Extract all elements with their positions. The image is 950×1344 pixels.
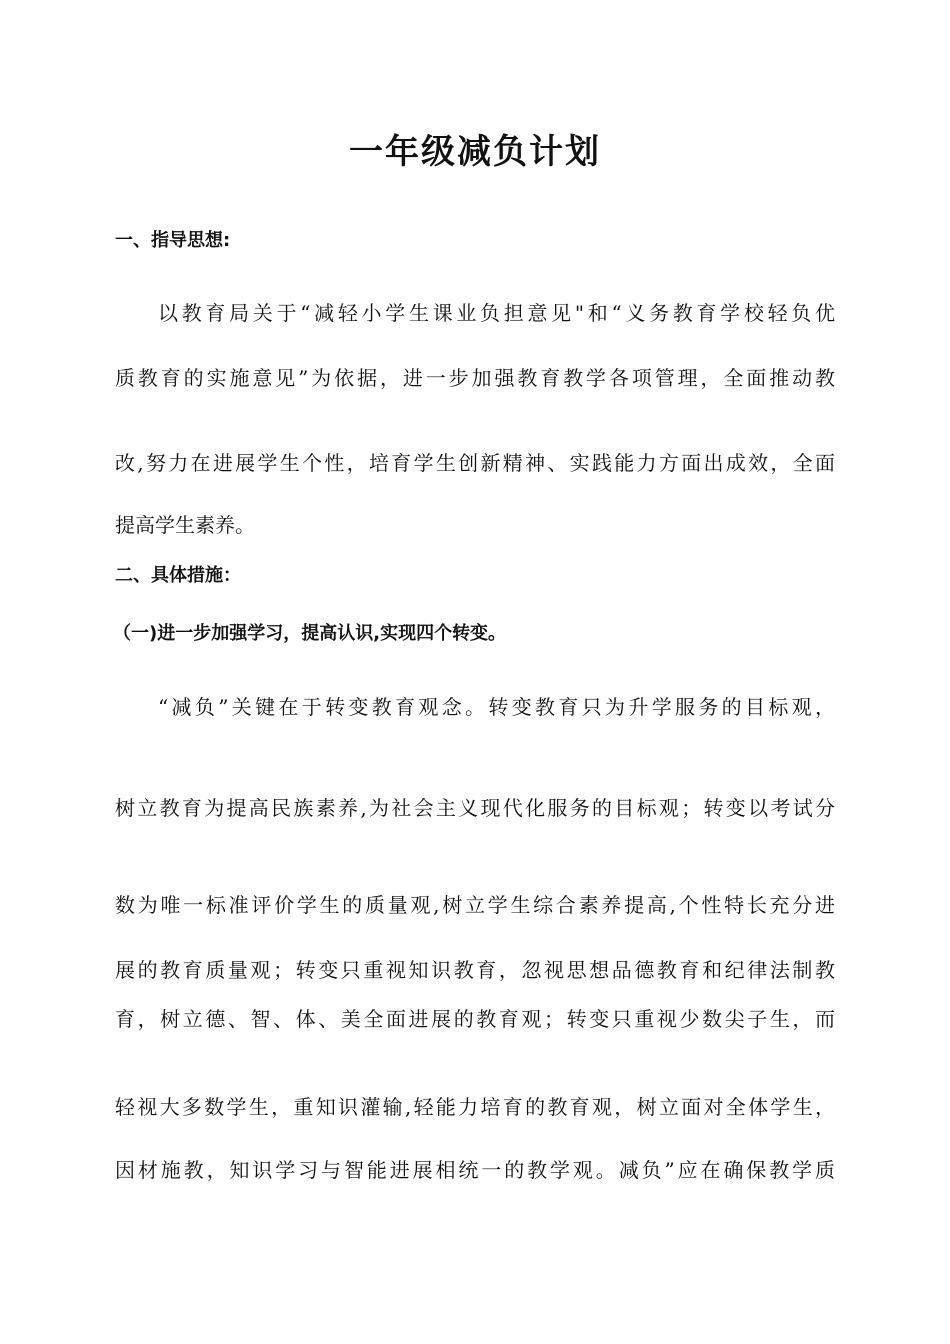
section-heading-guiding-ideology: 一、指导思想: [115,230,231,251]
paragraph-line: 提高学生素养。 [115,513,255,537]
paragraph-line: 因材施教，知识学习与智能进展相统一的教学观。减负”应在确保教学质 [115,1158,835,1182]
paragraph-line: 以教育局关于“减轻小学生课业负担意见"和“义务教育学校轻负优 [158,301,835,325]
paragraph-line: “减负”关键在于转变教育观念。转变教育只为升学服务的目标观， [158,695,835,719]
paragraph-line: 树立教育为提高民族素养,为社会主义现代化服务的目标观；转变以考试分 [115,796,835,820]
document-title: 一年级减负计划 [349,132,601,172]
subsection-heading: （一)进一步加强学习，提高认识,实现四个转变。 [113,623,507,644]
paragraph-line: 育，树立德、智、体、美全面进展的教育观；转变只重视少数尖子生，而 [115,1007,835,1031]
paragraph-line: 改,努力在进展学生个性，培育学生创新精神、实践能力方面出成效，全面 [115,451,835,475]
section-heading-specific-measures: 二、具体措施： [115,565,241,586]
paragraph-line: 轻视大多数学生，重知识灌输,轻能力培育的教育观，树立面对全体学生， [115,1095,835,1119]
paragraph-line: 展的教育质量观；转变只重视知识教育，忽视思想品德教育和纪律法制教 [115,958,835,982]
paragraph-line: 质教育的实施意见”为依据，进一步加强教育教学各项管理，全面推动教 [115,366,835,390]
paragraph-line: 数为唯一标准评价学生的质量观,树立学生综合素养提高,个性特长充分进 [115,893,835,917]
